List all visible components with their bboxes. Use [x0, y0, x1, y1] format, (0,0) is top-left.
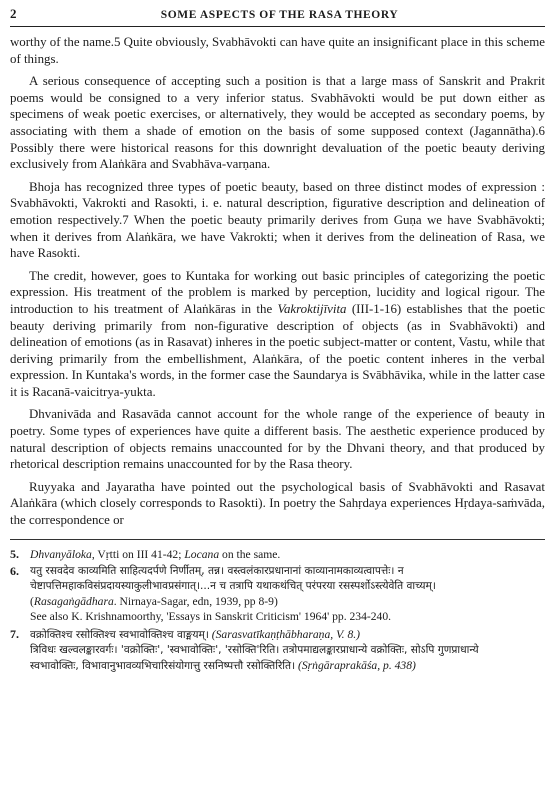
paragraph: Dhvanivāda and Rasavāda cannot account for the whole range of the experience of beauty in poetry. Some types of experiences have quite a different basis. The aesthetic experience produced by natural description of objects remains unaccounted for by the Dhvani theory, and that produced by rhetorical description remains unaccounted for by the Rasa theory. [10, 407, 545, 472]
citation-detail: . Nirnaya-Sagar, edn, 1939, pp 8-9) [113, 595, 278, 609]
work-title: Rasagaṅgādhara [33, 595, 114, 609]
paragraph: A serious consequence of accepting such a position is that a large mass of Sanskrit and Prakrit poems would be consigned to a very inferior status. Svabhāvokti would be put down either as specimens of weak poetic exercises, or alternatively, they would be accepted as secondary poems, by associating with them a shade of emotion on the basis of some supposed context (Jagannātha).6 Possibly there were historical reasons for this downright devaluation of the poetic beauty deriving exclusively from Alaṅkāra and Svabhāva-varṇana. [10, 74, 545, 172]
footnote-ref: on the same. [219, 547, 281, 561]
paragraph: worthy of the name.5 Quite obviously, Svabhāvokti can have quite an insignificant place in this scheme of things. [10, 35, 545, 66]
sanskrit-quote: चेष्टापत्तिमहाकविसंप्रदायस्याकुलीभावप्रसंगात्‌।...न च तत्रापि यथाकथंचित्‌ परंपरया रसस्पर्शोऽस्त्येवेति वाच्यम्‌। [30, 580, 436, 593]
citation: (Rasagaṅgādhara. Nirnaya-Sagar, edn, 1939, pp 8-9) [30, 595, 278, 609]
footnote-ref: , Vṛtti on III 41-42; [91, 547, 185, 561]
footnote-5 [10, 547, 545, 562]
paragraph: Bhoja has recognized three types of poetic beauty, based on three distinct modes of expression : Svabhāvokti, Vakrokti and Rasokti, i. e. natural description, figurative description and delineation of emotion respectively.7 When the poetic beauty primarily derives from Guṇa we have Svabhāvokti; when it derives from Alaṅkāra, we have Vakrokti; when it derives from the delineation of Rasa, we have Rasokti. [10, 179, 545, 261]
footnote-7 [10, 627, 545, 675]
footnote-number: 5. [10, 546, 19, 561]
page-number: 2 [10, 6, 17, 21]
see-also: See also K. Krishnamoorthy, 'Essays in Sanskrit Criticism' 1964' pp. 234-240. [30, 610, 392, 624]
paragraph [10, 268, 545, 401]
sanskrit-quote: वक्रोक्तिश्च रसोक्तिश्च स्वभावोक्तिश्च वाङ्मयम्‌। [30, 628, 209, 641]
sanskrit-quote: त्रिविधः खल्वलङ्कारवर्गः। 'वक्रोक्तिः', 'स्वभावोक्तिः', 'रसोक्ति'रिति। तत्रोपमाद्यलङ्कारप्राधान्ये वक्रोक्तिः, सोऽपि गुणप्राधान्ये [30, 643, 479, 656]
work-title: Dhvanyāloka [30, 547, 92, 561]
footnote-text [30, 564, 545, 625]
footnote-rule [10, 539, 545, 540]
sanskrit-quote: स्वभावोक्तिः, विभावानुभावव्यभिचारिसंयोगात्तु रसनिष्पत्तौ रसोक्तिरिति। [30, 660, 296, 673]
footnote-number: 7. [10, 626, 19, 641]
verse-line [30, 627, 545, 643]
paragraph-text: (III-1-16) establishes that the poetic beauty deriving primarily from non-figurative description of objects (as in Svabhāvokti) and delineation of emotions (as in Rasavat) inheres in the poetic subject-matter or content, Vastu, while that deriving primarily from the embellishment, Alaṅkāra, of the poetic content inheres in the verbal expression. In Kuntaka's words, in the former case the Saundarya is Svābhāvika, while in the latter case it is Racanā-vaicitrya-yukta. [10, 301, 545, 399]
work-title: Vakroktijīvita [277, 301, 347, 316]
footnote-text [30, 627, 545, 675]
footnote-6 [10, 564, 545, 625]
running-head: SOME ASPECTS OF THE RASA THEORY [160, 9, 399, 21]
citation: (Sarasvatīkaṇṭhābharaṇa, V. 8.) [211, 627, 361, 641]
paragraph-text: The credit, however, goes to Kuntaka for working out basic principles of categorizing the poetic expression. His treatment of the problem is marked by perception, lucidity and logical rigour. The introduction to his treatment of Alaṅkāras in the [10, 268, 545, 316]
footnote-text [30, 547, 545, 562]
footnote-number: 6. [10, 563, 19, 578]
page-header [10, 6, 545, 27]
body-text [10, 34, 545, 529]
sanskrit-quote: यतु रसवदेव काव्यमिति साहित्यदर्पणे निर्णीतम्‌, तन्न। वस्त्वलंकारप्रधानानां काव्यानामकाव्यत्वापत्तेः। न [30, 564, 404, 577]
paragraph: Ruyyaka and Jayaratha have pointed out the psychological basis of Svabhāvokti and Rasavat Alaṅkāra (which closely corresponds to Rasokti). In poetry the Sahṛdaya experiences Hṛdaya-saṁvāda, the correspondence or [10, 479, 545, 528]
verse-line [30, 658, 545, 674]
footnotes [10, 547, 545, 675]
citation: (Sṛṅgāraprakāśa, p. 438) [298, 659, 416, 673]
work-title: Locana [184, 547, 220, 561]
